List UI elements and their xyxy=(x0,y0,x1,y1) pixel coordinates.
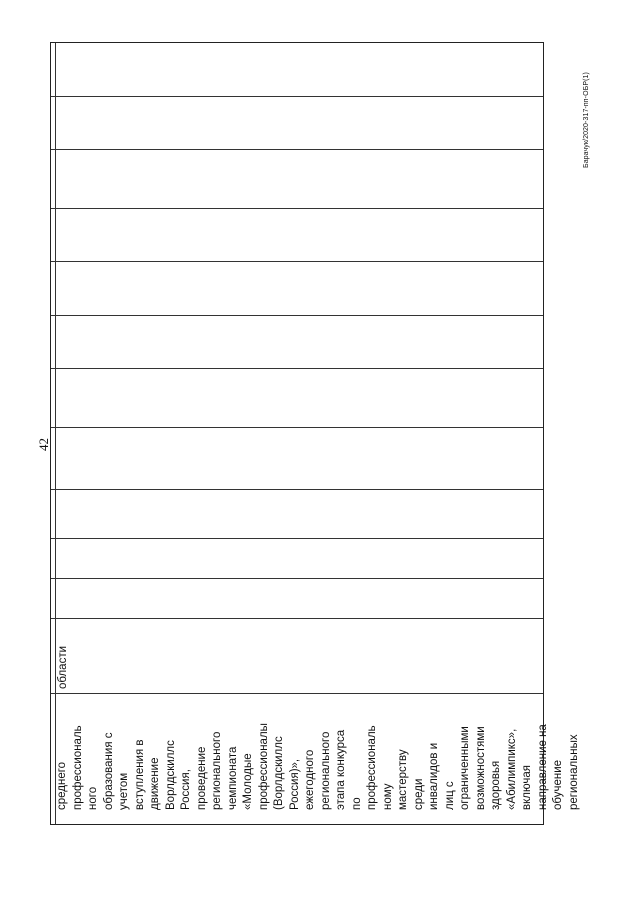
column-divider xyxy=(51,578,543,579)
cell-text xyxy=(55,700,582,810)
column-divider xyxy=(51,96,543,97)
column-divider xyxy=(51,489,543,490)
cell-line: лиц с xyxy=(443,781,456,810)
cell-line: ного xyxy=(87,786,99,810)
cell-line: включая xyxy=(521,765,533,810)
cell-line: инвалидов и xyxy=(428,742,440,810)
column-divider xyxy=(51,368,543,369)
column-divider xyxy=(51,693,543,694)
landscape-table xyxy=(50,42,580,825)
cell-line: регионального xyxy=(319,731,332,810)
cell-line: проведение xyxy=(195,746,208,810)
cell-line: здоровья xyxy=(490,760,502,810)
cell-line: Россия)», xyxy=(288,758,301,810)
column-divider xyxy=(51,315,543,316)
cell-line: возможностями xyxy=(474,726,487,810)
page-number: 42 xyxy=(36,438,51,451)
cell-line: ограниченными xyxy=(459,726,471,810)
cell-line: профессионалы xyxy=(257,723,270,810)
column-divider xyxy=(51,538,543,539)
cell-line: профессиональ xyxy=(366,725,378,810)
cell-line: этапа конкурса xyxy=(335,729,347,810)
cell-line: чемпионата xyxy=(226,746,239,810)
cell-line: «Абилимпикс», xyxy=(505,728,518,810)
cell-line: движение xyxy=(149,757,161,810)
cell-line: обучение xyxy=(552,759,564,810)
cell-line: среди xyxy=(412,778,425,810)
cell-line: ежегодного xyxy=(304,749,316,810)
cell-line: региональных xyxy=(567,734,580,810)
cell-line: среднего xyxy=(56,761,68,810)
cell-line: Россия, xyxy=(180,769,192,810)
column-divider xyxy=(51,208,543,209)
cell-line: мастерству xyxy=(397,749,409,810)
cell-line: Ворлдскиллс xyxy=(164,740,177,810)
area-label: области xyxy=(57,645,69,689)
document-id: Барачук/2020-317-пп-ОБР(1) xyxy=(583,72,590,168)
cell-line: по xyxy=(350,797,363,810)
column-divider xyxy=(51,149,543,150)
cell-line: образования с xyxy=(102,732,115,810)
cell-line: «Молодые xyxy=(242,753,254,810)
column-divider xyxy=(51,618,543,619)
cell-line: (Ворлдскиллс xyxy=(273,736,285,810)
column-divider xyxy=(51,427,543,428)
column-divider xyxy=(51,261,543,262)
cell-line: направление на xyxy=(536,724,549,810)
cell-line: ному xyxy=(381,783,394,810)
cell-line: учетом xyxy=(118,772,130,810)
cell-line: вступления в xyxy=(133,739,146,810)
cell-line: регионального xyxy=(211,731,223,810)
cell-line: профессиональ xyxy=(71,725,84,810)
